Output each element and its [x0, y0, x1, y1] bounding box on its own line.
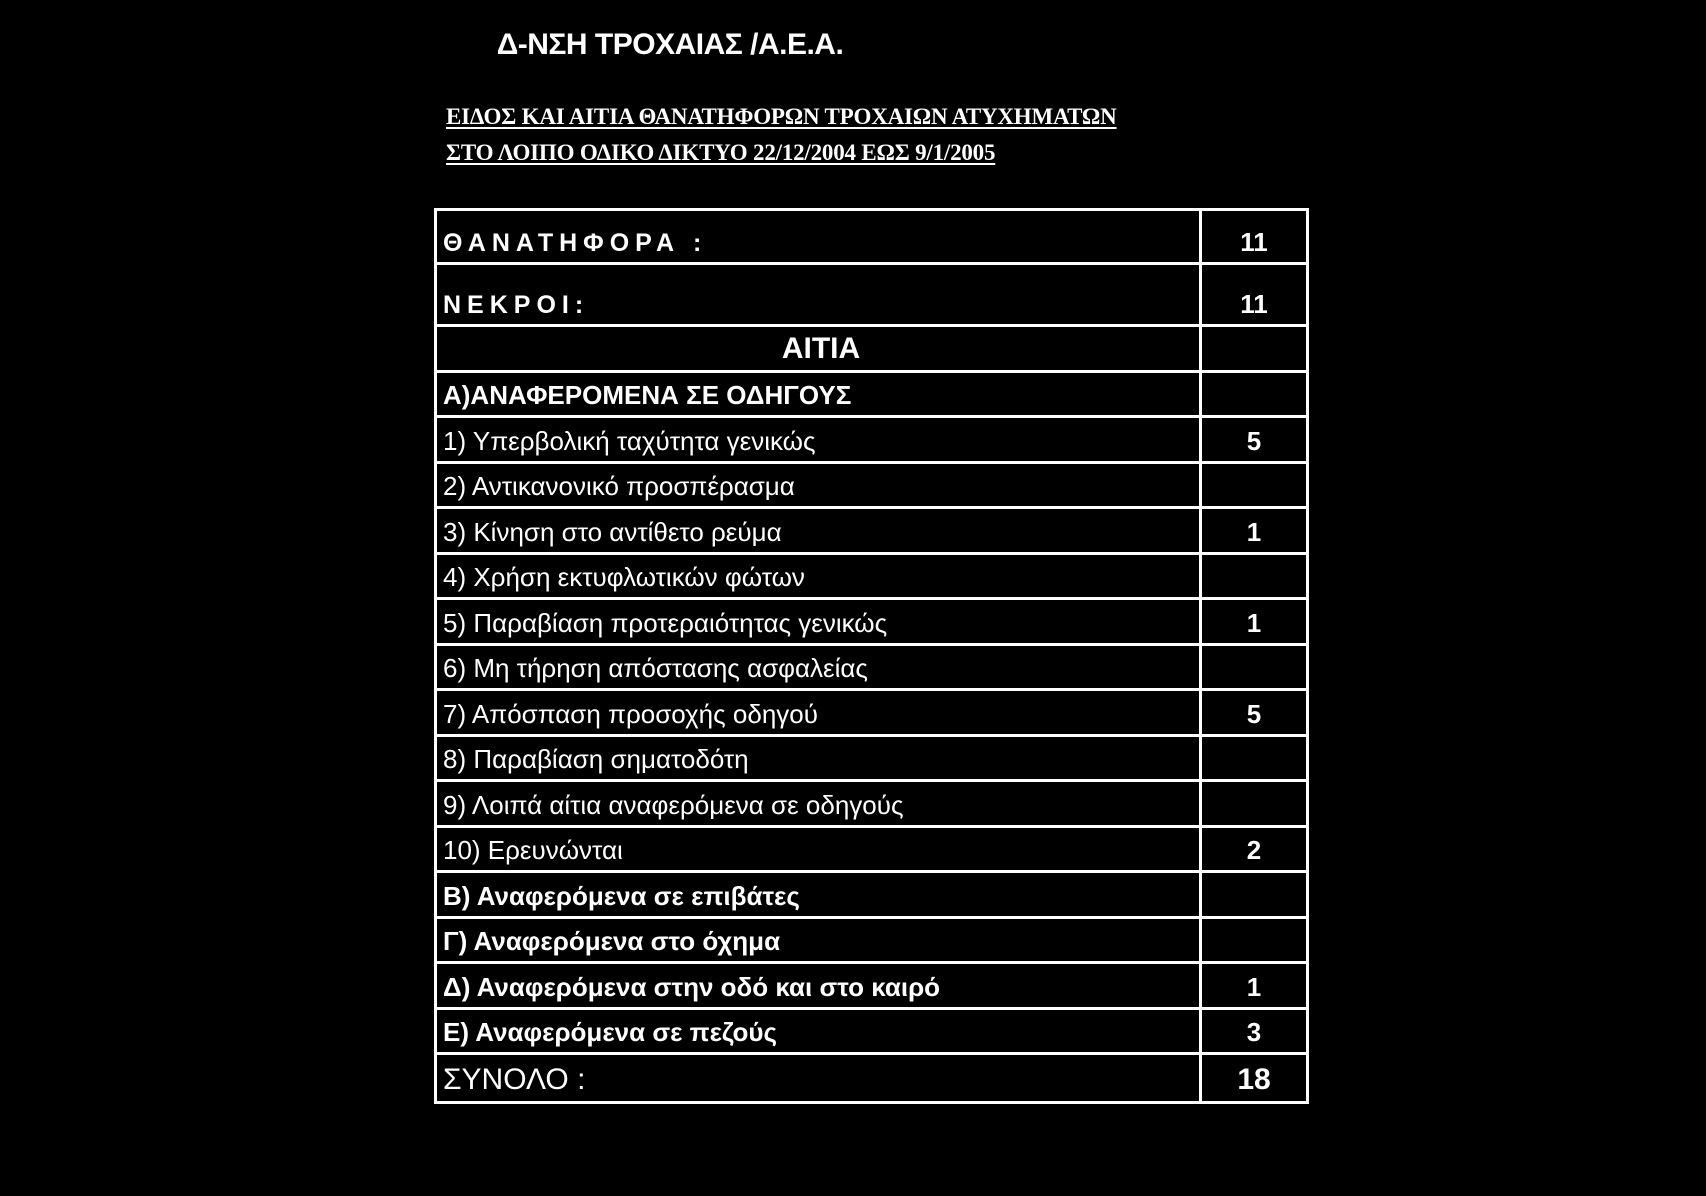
table-row [437, 600, 1306, 646]
section-b-row [437, 873, 1306, 919]
section-e-label: Ε) Αναφερόμενα σε πεζούς [437, 1010, 1202, 1053]
section-c-row [437, 919, 1306, 965]
page-title: Δ-ΝΣΗ ΤΡΟΧΑΙΑΣ /Α.Ε.Α. [496, 28, 844, 61]
section-b-value [1202, 873, 1306, 916]
section-a-value [1202, 373, 1306, 416]
cause-label: 10) Ερευνώνται [437, 828, 1202, 871]
table-row [437, 828, 1306, 874]
cause-header-value [1202, 327, 1306, 370]
table-row [437, 737, 1306, 783]
cause-label: 7) Απόσπαση προσοχής οδηγού [437, 691, 1202, 734]
cause-value [1202, 782, 1306, 825]
section-a-label: Α)ΑΝΑΦΕΡΟΜΕΝΑ ΣΕ ΟΔΗΓΟΥΣ [437, 373, 1202, 416]
cause-value: 5 [1246, 698, 1262, 729]
cause-value [1202, 646, 1306, 689]
section-c-value [1202, 919, 1306, 962]
cause-label: 6) Μη τήρηση απόστασης ασφαλείας [437, 646, 1202, 689]
accident-cause-table [434, 208, 1309, 1104]
cause-value [1202, 555, 1306, 598]
section-d-row [437, 964, 1306, 1010]
section-d-value: 1 [1246, 971, 1262, 1002]
total-row [437, 1055, 1306, 1101]
section-e-row [437, 1010, 1306, 1056]
table-row [437, 782, 1306, 828]
table-row [437, 509, 1306, 555]
cause-value: 1 [1246, 607, 1262, 638]
cause-label: 9) Λοιπά αίτια αναφερόμενα σε οδηγούς [437, 782, 1202, 825]
total-value: 18 [1237, 1062, 1271, 1096]
cause-header: ΑΙΤΙΑ [437, 327, 1202, 370]
fatal-accidents-row [437, 211, 1306, 265]
section-e-value: 3 [1246, 1017, 1262, 1047]
cause-label: 4) Χρήση εκτυφλωτικών φώτων [437, 555, 1202, 598]
cause-label: 5) Παραβίαση προτεραιότητας γενικώς [437, 600, 1202, 643]
section-a-row [437, 373, 1306, 419]
total-label: ΣΥΝΟΛΟ : [437, 1055, 1202, 1101]
cause-header-row [437, 327, 1306, 373]
cause-label: 3) Κίνηση στο αντίθετο ρεύμα [437, 509, 1202, 552]
table-row [437, 555, 1306, 601]
report-subtitle-line2: ΣΤΟ ΛΟΙΠΟ ΟΔΙΚΟ ΔΙΚΤΥΟ 22/12/2004 ΕΩΣ 9/1/2005 [446, 140, 996, 165]
dead-row [437, 265, 1306, 327]
cause-value [1202, 464, 1306, 507]
table-row [437, 464, 1306, 510]
cause-label: 1) Υπερβολική ταχύτητα γενικώς [437, 418, 1202, 461]
cause-label: 2) Αντικανονικό προσπέρασμα [437, 464, 1202, 507]
table-row [437, 691, 1306, 737]
cause-value: 1 [1246, 516, 1262, 547]
section-c-label: Γ) Αναφερόμενα στο όχημα [437, 919, 1202, 962]
fatal-accidents-label: ΘΑΝΑΤΗΦΟΡΑ : [437, 211, 1202, 262]
cause-value: 2 [1246, 835, 1262, 865]
cause-label: 8) Παραβίαση σηματοδότη [437, 737, 1202, 780]
cause-value: 5 [1246, 425, 1262, 456]
dead-label: ΝΕΚΡΟΙ: [437, 265, 1202, 324]
section-b-label: Β) Αναφερόμενα σε επιβάτες [437, 873, 1202, 916]
dead-value: 11 [1240, 289, 1268, 319]
cause-value [1202, 737, 1306, 780]
fatal-accidents-value: 11 [1240, 227, 1268, 257]
table-row [437, 418, 1306, 464]
section-d-label: Δ) Αναφερόμενα στην οδό και στο καιρό [437, 964, 1202, 1007]
report-subtitle-line1: ΕΙΔΟΣ ΚΑΙ ΑΙΤΙΑ ΘΑΝΑΤΗΦΟΡΩΝ ΤΡΟΧΑΙΩΝ ΑΤΥΧΗΜΑΤΩΝ [446, 104, 1117, 129]
table-row [437, 646, 1306, 692]
